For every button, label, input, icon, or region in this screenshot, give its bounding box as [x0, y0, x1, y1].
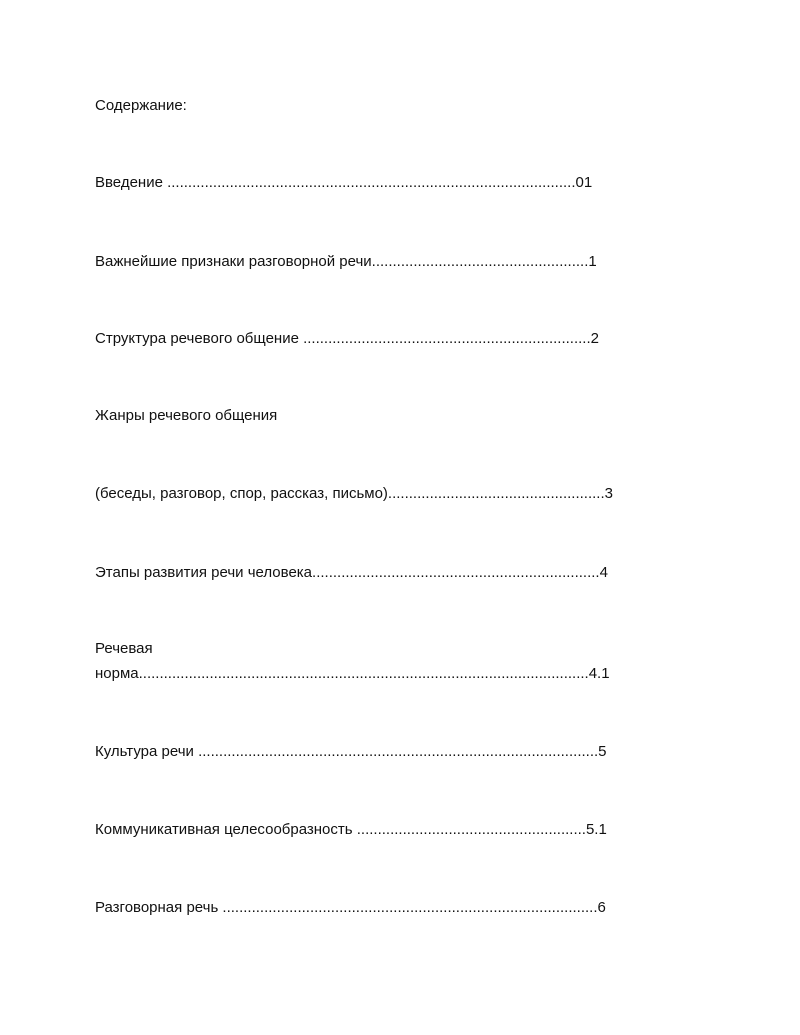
- toc-entry-norm-line1: Речевая: [95, 640, 153, 657]
- toc-entry-culture: Культура речи ................................................................................................5: [95, 743, 607, 760]
- toc-entry-norm-line2: норма............................................................................................................4.1: [95, 665, 610, 682]
- toc-entry-structure: Структура речевого общение .....................................................................2: [95, 330, 599, 347]
- toc-title: Содержание:: [95, 97, 187, 114]
- toc-entry-colloquial: Разговорная речь ..........................................................................................6: [95, 899, 606, 916]
- toc-entry-features: Важнейшие признаки разговорной речи....................................................1: [95, 253, 597, 270]
- toc-entry-stages: Этапы развития речи человека.....................................................................4: [95, 564, 608, 581]
- toc-entry-genres: Жанры речевого общения: [95, 407, 278, 424]
- toc-entry-genres-list: (беседы, разговор, спор, рассказ, письмо)....................................................3: [95, 485, 613, 502]
- toc-entry-communicative: Коммуникативная целесообразность .......................................................5.1: [95, 821, 607, 838]
- toc-entry-introduction: Введение ..................................................................................................01: [95, 174, 593, 191]
